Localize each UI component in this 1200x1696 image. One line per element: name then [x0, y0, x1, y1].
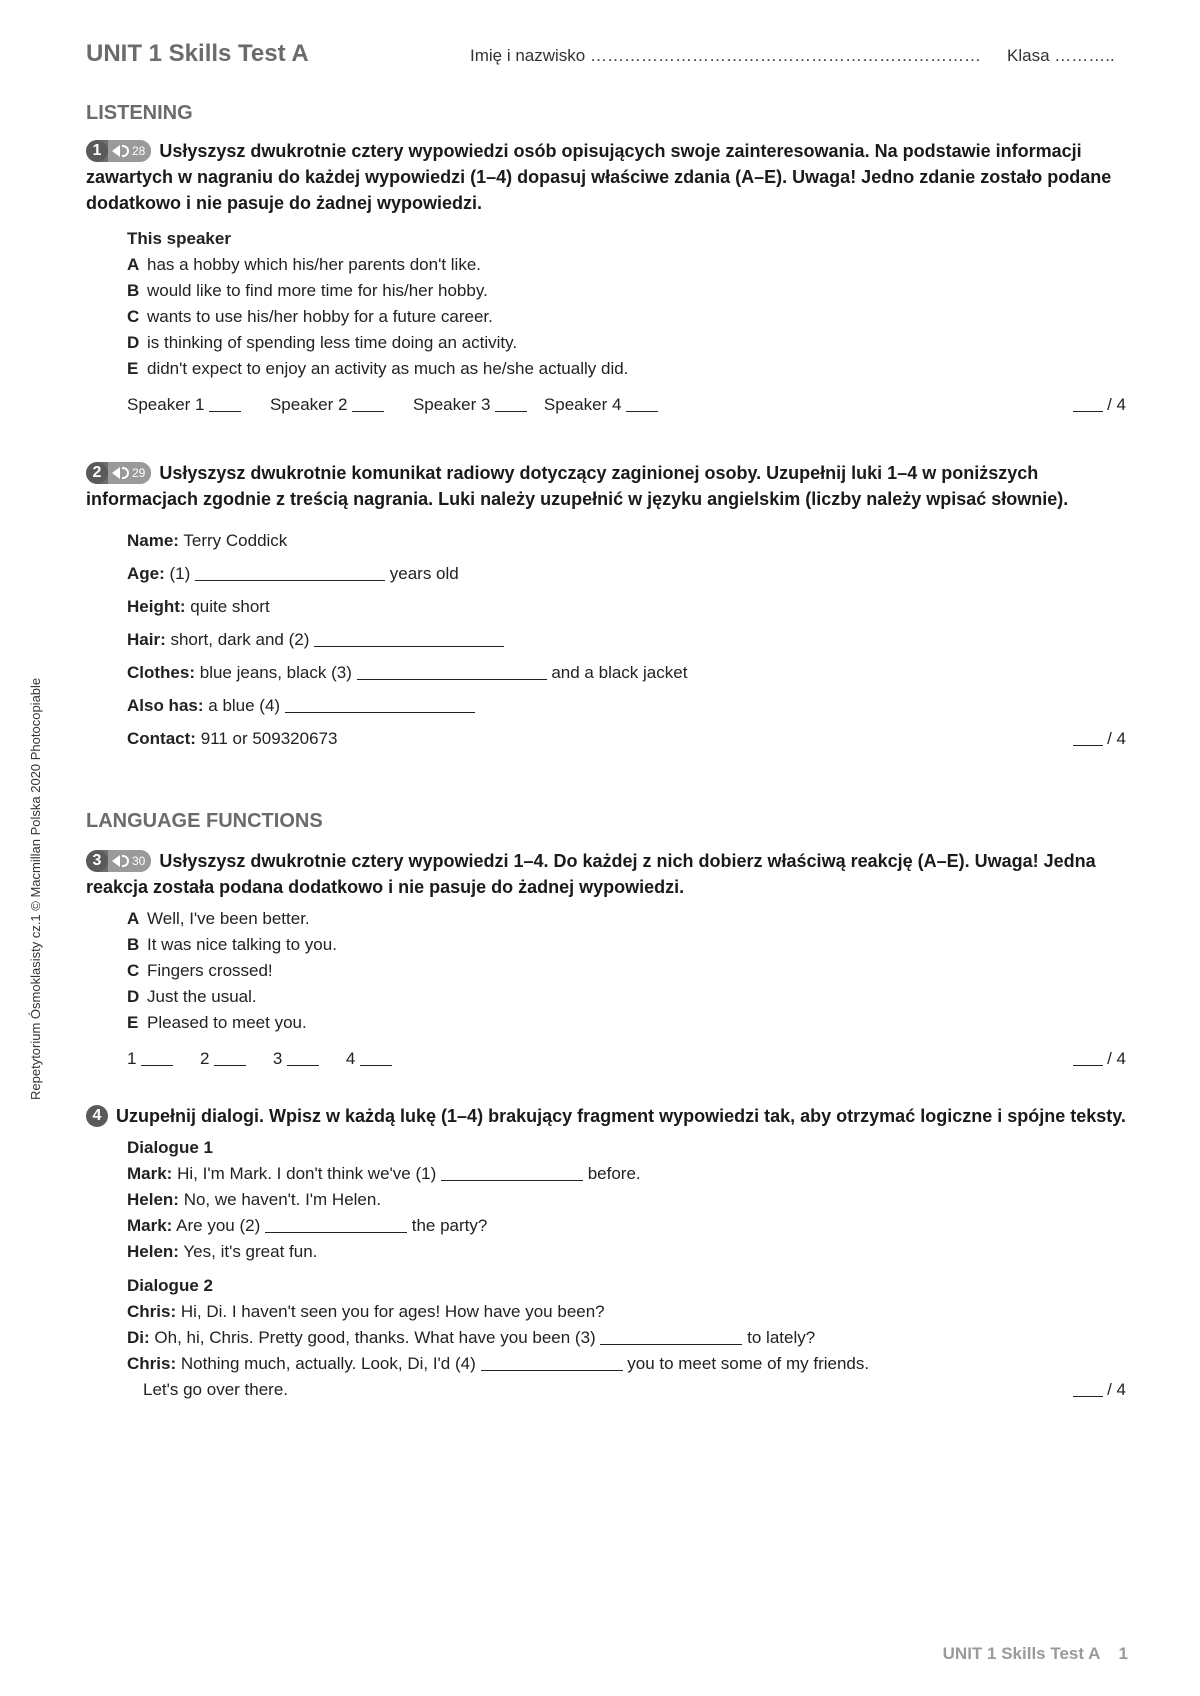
- option-d: D is thinking of spending less time doing an activity.: [127, 333, 518, 352]
- audio-track-icon: [108, 850, 151, 872]
- option-e: E didn't expect to enjoy an activity as much as he/she actually did.: [127, 359, 629, 378]
- reaction-a: A Well, I've been better.: [127, 909, 310, 928]
- task-3-instruction: [86, 848, 1126, 900]
- gap-1[interactable]: [441, 1164, 583, 1181]
- answer-row: Speaker 1 Speaker 2 Speaker 3 Speaker 4 / 4: [127, 392, 1126, 418]
- field-hair: Hair: short, dark and (2): [127, 623, 1126, 656]
- field-also-has: Also has: a blue (4): [127, 689, 1126, 722]
- task-score: / 4: [1073, 392, 1126, 418]
- option-c: C wants to use his/her hobby for a future career.: [127, 307, 493, 326]
- footer-label: UNIT 1 Skills Test A: [942, 1644, 1100, 1663]
- name-field-label: Imię i nazwisko ……………………………………………………………: [470, 46, 981, 65]
- task-score: / 4: [1073, 722, 1126, 755]
- task-2: [86, 460, 1126, 755]
- task-2-badge: [86, 462, 151, 484]
- answer-blank[interactable]: [141, 1049, 173, 1066]
- answer-blank[interactable]: [360, 1049, 392, 1066]
- task-number: 3: [86, 850, 108, 872]
- task-score: / 4: [1073, 1377, 1126, 1403]
- dialogue-line: Mark: Are you (2) the party?: [127, 1216, 488, 1235]
- task-number: 2: [86, 462, 108, 484]
- score-blank[interactable]: [1073, 729, 1103, 746]
- dialogue-line: Let's go over there. / 4: [127, 1377, 1126, 1403]
- reaction-c: C Fingers crossed!: [127, 961, 273, 980]
- task-1-body: [86, 226, 1126, 418]
- dialogue-2-title: Dialogue 2: [127, 1276, 213, 1295]
- answer-row: 1 2 3 4 / 4: [127, 1046, 1126, 1072]
- answer-blank[interactable]: [214, 1049, 246, 1066]
- instruction-text: Usłyszysz dwukrotnie komunikat radiowy dotyczący zaginionej osoby. Uzupełnij luki 1–4 w poniższych informacjach zgodnie z treścią nagrania. Luki należy uzupełnić w języku angielskim (liczby należy wpisać słownie).: [86, 463, 1069, 509]
- track-number: 29: [132, 466, 146, 480]
- gap-4[interactable]: [481, 1354, 623, 1371]
- task-2-instruction: [86, 460, 1126, 512]
- option-b: B would like to find more time for his/her hobby.: [127, 281, 488, 300]
- task-number: 4: [86, 1105, 108, 1127]
- audio-track-icon: [108, 462, 151, 484]
- task-4-body: [86, 1135, 1126, 1403]
- task-number: 1: [86, 140, 108, 162]
- answer-blank[interactable]: [287, 1049, 319, 1066]
- task-3: [86, 848, 1126, 1072]
- answer-blank[interactable]: [495, 395, 527, 412]
- gap-1[interactable]: [195, 564, 385, 581]
- task-1-instruction: [86, 138, 1126, 216]
- dialogue-line: Chris: Hi, Di. I haven't seen you for ages! How have you been?: [127, 1302, 605, 1321]
- audio-track-icon: [108, 140, 151, 162]
- gap-3[interactable]: [600, 1328, 742, 1345]
- score-blank[interactable]: [1073, 1380, 1103, 1397]
- section-listening: LISTENING: [86, 102, 193, 124]
- field-age: Age: (1) years old: [127, 564, 459, 583]
- gap-4[interactable]: [285, 696, 475, 713]
- gap-2[interactable]: [265, 1216, 407, 1233]
- task-4: [86, 1103, 1126, 1403]
- page-number: 1: [1118, 1644, 1128, 1663]
- answer-blank[interactable]: [209, 395, 241, 412]
- class-field-label: Klasa ………..: [1007, 46, 1115, 65]
- task-1: [86, 138, 1126, 418]
- task-3-badge: [86, 850, 151, 872]
- field-name: Name: Terry Coddick: [127, 531, 288, 550]
- instruction-text: Uzupełnij dialogi. Wpisz w każdą lukę (1–4) brakujący fragment wypowiedzi tak, aby otrzymać logiczne i spójne teksty.: [116, 1106, 1126, 1126]
- dialogue-line: Mark: Hi, I'm Mark. I don't think we've (1) before.: [127, 1164, 641, 1183]
- dialogue-line: Di: Oh, hi, Chris. Pretty good, thanks. What have you been (3) to lately?: [127, 1328, 816, 1347]
- gap-3[interactable]: [357, 663, 547, 680]
- field-clothes: Clothes: blue jeans, black (3) and a black jacket: [127, 663, 688, 682]
- reaction-e: E Pleased to meet you.: [127, 1013, 307, 1032]
- answer-blank[interactable]: [352, 395, 384, 412]
- field-height: Height: quite short: [127, 597, 270, 616]
- section-language-functions: LANGUAGE FUNCTIONS: [86, 810, 323, 832]
- options-lead: This speaker: [127, 229, 231, 248]
- page-title: UNIT 1 Skills Test A: [86, 40, 309, 67]
- task-score: / 4: [1073, 1046, 1126, 1072]
- task-3-body: [86, 906, 1126, 1072]
- instruction-text: Usłyszysz dwukrotnie cztery wypowiedzi osób opisujących swoje zainteresowania. Na podstawie informacji zawartych w nagraniu do każdej wypowiedzi (1–4) dopasuj właściwe zdania (A–E). Uwaga! Jedno zdanie zostało podane dodatkowo i nie pasuje do żadnej wypowiedzi.: [86, 141, 1112, 213]
- score-blank[interactable]: [1073, 1049, 1103, 1066]
- task-1-badge: [86, 140, 151, 162]
- score-blank[interactable]: [1073, 395, 1103, 412]
- field-contact: Contact: 911 or 509320673 / 4: [127, 722, 1126, 755]
- answer-blank[interactable]: [626, 395, 658, 412]
- dialogue-line: Helen: Yes, it's great fun.: [127, 1242, 318, 1261]
- option-a: A has a hobby which his/her parents don't like.: [127, 255, 481, 274]
- dialogue-line: Helen: No, we haven't. I'm Helen.: [127, 1190, 382, 1209]
- task-4-instruction: [86, 1103, 1126, 1129]
- page-footer: [943, 1644, 1128, 1664]
- dialogue-1-title: Dialogue 1: [127, 1138, 213, 1157]
- gap-2[interactable]: [314, 630, 504, 647]
- task-2-body: [86, 524, 1126, 755]
- copyright-side-note: Repetytorium Ósmoklasisty cz.1 © Macmillan Polska 2020 Photocopiable: [28, 677, 43, 1100]
- track-number: 28: [132, 144, 146, 158]
- reaction-b: B It was nice talking to you.: [127, 935, 337, 954]
- track-number: 30: [132, 854, 146, 868]
- dialogue-line: Chris: Nothing much, actually. Look, Di, I'd (4) you to meet some of my friends.: [127, 1354, 870, 1373]
- reaction-d: D Just the usual.: [127, 987, 257, 1006]
- instruction-text: Usłyszysz dwukrotnie cztery wypowiedzi 1–4. Do każdej z nich dobierz właściwą reakcję (A–E). Uwaga! Jedna reakcja została podana dodatkowo i nie pasuje do żadnej wypowiedzi.: [86, 851, 1096, 897]
